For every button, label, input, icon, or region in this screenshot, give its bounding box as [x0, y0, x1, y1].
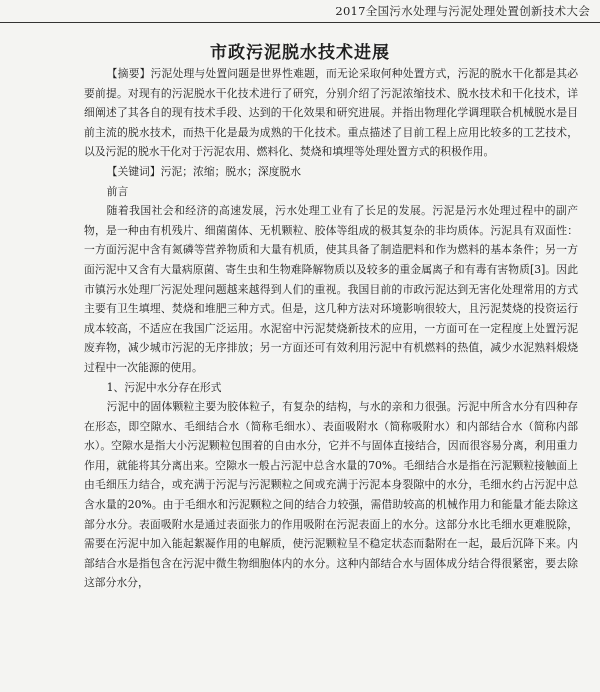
- running-header: [0, 0, 600, 23]
- abstract-text: 污泥处理与处置问题是世界性难题，而无论采取何种处置方式，污泥的脱水干化都是其必要前提。对现有的污泥脱水干化技术进行了研究，分别介绍了污泥浓缩技术、脱水技术和干化技术，详细阐述了其各自的现有技术手段、达到的干化效果和研究进展。并指出物理化学调理联合机械脱水是目前主流的脱水技术，而热干化是最为成熟的干化技术。重点描述了目前工程上应用比较多的工艺技术，以及污泥的脱水干化对于污泥农用、燃料化、焚烧和填埋等处理处置方式的积极作用。: [84, 67, 579, 159]
- intro-heading: 前言: [106, 184, 129, 198]
- section1-heading: 1、污泥中水分存在形式: [106, 380, 222, 394]
- page-title: 市政污泥脱水技术进展: [210, 43, 390, 63]
- keywords-label: 【关键词】: [106, 164, 161, 178]
- section1-paragraph: 污泥中的固体颗粒主要为胶体粒子，有复杂的结构，与水的亲和力很强。污泥中所含水分有四种存在形态，即空隙水、毛细结合水（简称毛细水）、表面吸附水（简称吸附水）和内部结合水（简称内部水）。空隙水是指大小污泥颗粒包围着的自由水分，它并不与固体直接结合，因而很容易分离，利用重力作用，就能将其分离出来。空隙水一般占污泥中总含水量的70%。毛细结合水是指在污泥颗粒接触面上由毛细压力结合，或充满于污泥与污泥颗粒之间或充满于污泥本身裂隙中的水分，毛细水约占污泥中总含水量的20%。由于毛细水和污泥颗粒之间的结合力较强，需借助较高的机械作用力和能量才能去除这部分水分。表面吸附水是通过表面张力的作用吸附在污泥表面上的水分。这部分水比毛细水更难脱除，需要在污泥中加入能起絮凝作用的电解质，使污泥颗粒呈不稳定状态而黏附在一起，最后沉降下来。内部结合水是指包含在污泥中微生物细胞体内的水分。这种内部结合水与固体成分结合得很紧密，要去除这部分水分，: [84, 400, 578, 590]
- intro-paragraph: 随着我国社会和经济的高速发展，污水处理工业有了长足的发展。污泥是污水处理过程中的副产物，是一种由有机残片、细菌菌体、无机颗粒、胶体等组成的极其复杂的非均质体。污泥具有双面性：一方面污泥中含有氮磷等营养物质和大量有机质，使其具备了制造肥料和作为燃料的基本条件；另一方面污泥中又含有大量病原菌、寄生虫和生物难降解物质以及较多的重金属离子和有毒有害物质[3]。因此市镇污水处理厂污泥处理问题越来越得到人们的重视。我国目前的市政污泥达到无害化处理常用的方式主要有卫生填埋、焚烧和堆肥三种方式。但是，这几种方法对环境影响很较大，且污泥焚烧的投资运行成本较高，不适应在我国广泛运用。水泥窑中污泥焚烧新技术的应用，一方面可在一定程度上处置污泥废弃物，减少城市污泥的无序排放；另一方面还可有效利用污泥中有机燃料的热值，减少水泥熟料煅烧过程中一次能源的使用。: [84, 204, 578, 374]
- abstract-paragraph: [84, 64, 578, 162]
- article-body: [84, 64, 578, 593]
- abstract-label: 【摘要】: [106, 67, 151, 80]
- keywords-text: 污泥；浓缩；脱水；深度脱水: [160, 164, 302, 178]
- journal-header: 2017全国污水处理与污泥处理处置创新技术大会: [335, 4, 590, 18]
- keywords-paragraph: [84, 162, 578, 182]
